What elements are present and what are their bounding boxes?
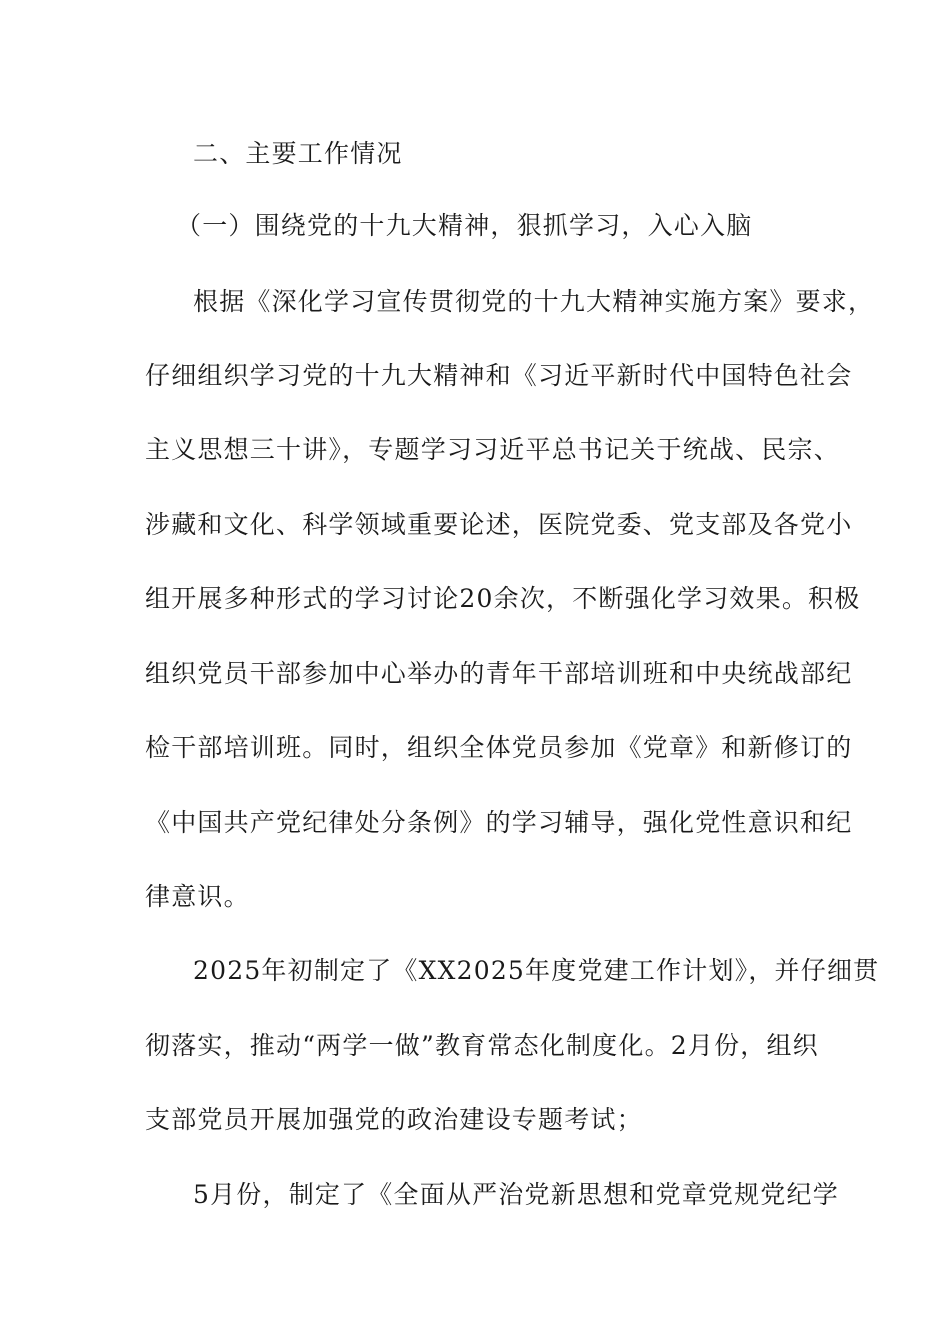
section-heading: 二、主要工作情况 [193, 139, 403, 168]
paragraph-line: 《中国共产党纪律处分条例》的学习辅导，强化党性意识和纪 [145, 808, 853, 837]
subsection-heading: （一）围绕党的十九大精神，狠抓学习，入心入脑 [176, 211, 753, 240]
paragraph-line: 5月份，制定了《全面从严治党新思想和党章党规党纪学 [193, 1180, 839, 1209]
paragraph-line: 支部党员开展加强党的政治建设专题考试； [145, 1105, 643, 1134]
paragraph-line: 主义思想三十讲》，专题学习习近平总书记关于统战、民宗、 [145, 435, 840, 464]
paragraph-line: 根据《深化学习宣传贯彻党的十九大精神实施方案》要求， [193, 287, 875, 316]
paragraph-line: 涉藏和文化、科学领域重要论述，医院党委、党支部及各党小 [145, 510, 853, 539]
paragraph-line: 彻落实，推动“两学一做”教育常态化制度化。2月份，组织 [145, 1031, 819, 1060]
paragraph-line: 仔细组织学习党的十九大精神和《习近平新时代中国特色社会 [145, 361, 853, 390]
paragraph-line: 2025年初制定了《XX2025年度党建工作计划》，并仔细贯 [193, 956, 880, 985]
paragraph-line: 组开展多种形式的学习讨论20余次，不断强化学习效果。积极 [145, 584, 861, 613]
paragraph-line: 检干部培训班。同时，组织全体党员参加《党章》和新修订的 [145, 733, 853, 762]
paragraph-line: 律意识。 [145, 882, 250, 911]
paragraph-line: 组织党员干部参加中心举办的青年干部培训班和中央统战部纪 [145, 659, 853, 688]
